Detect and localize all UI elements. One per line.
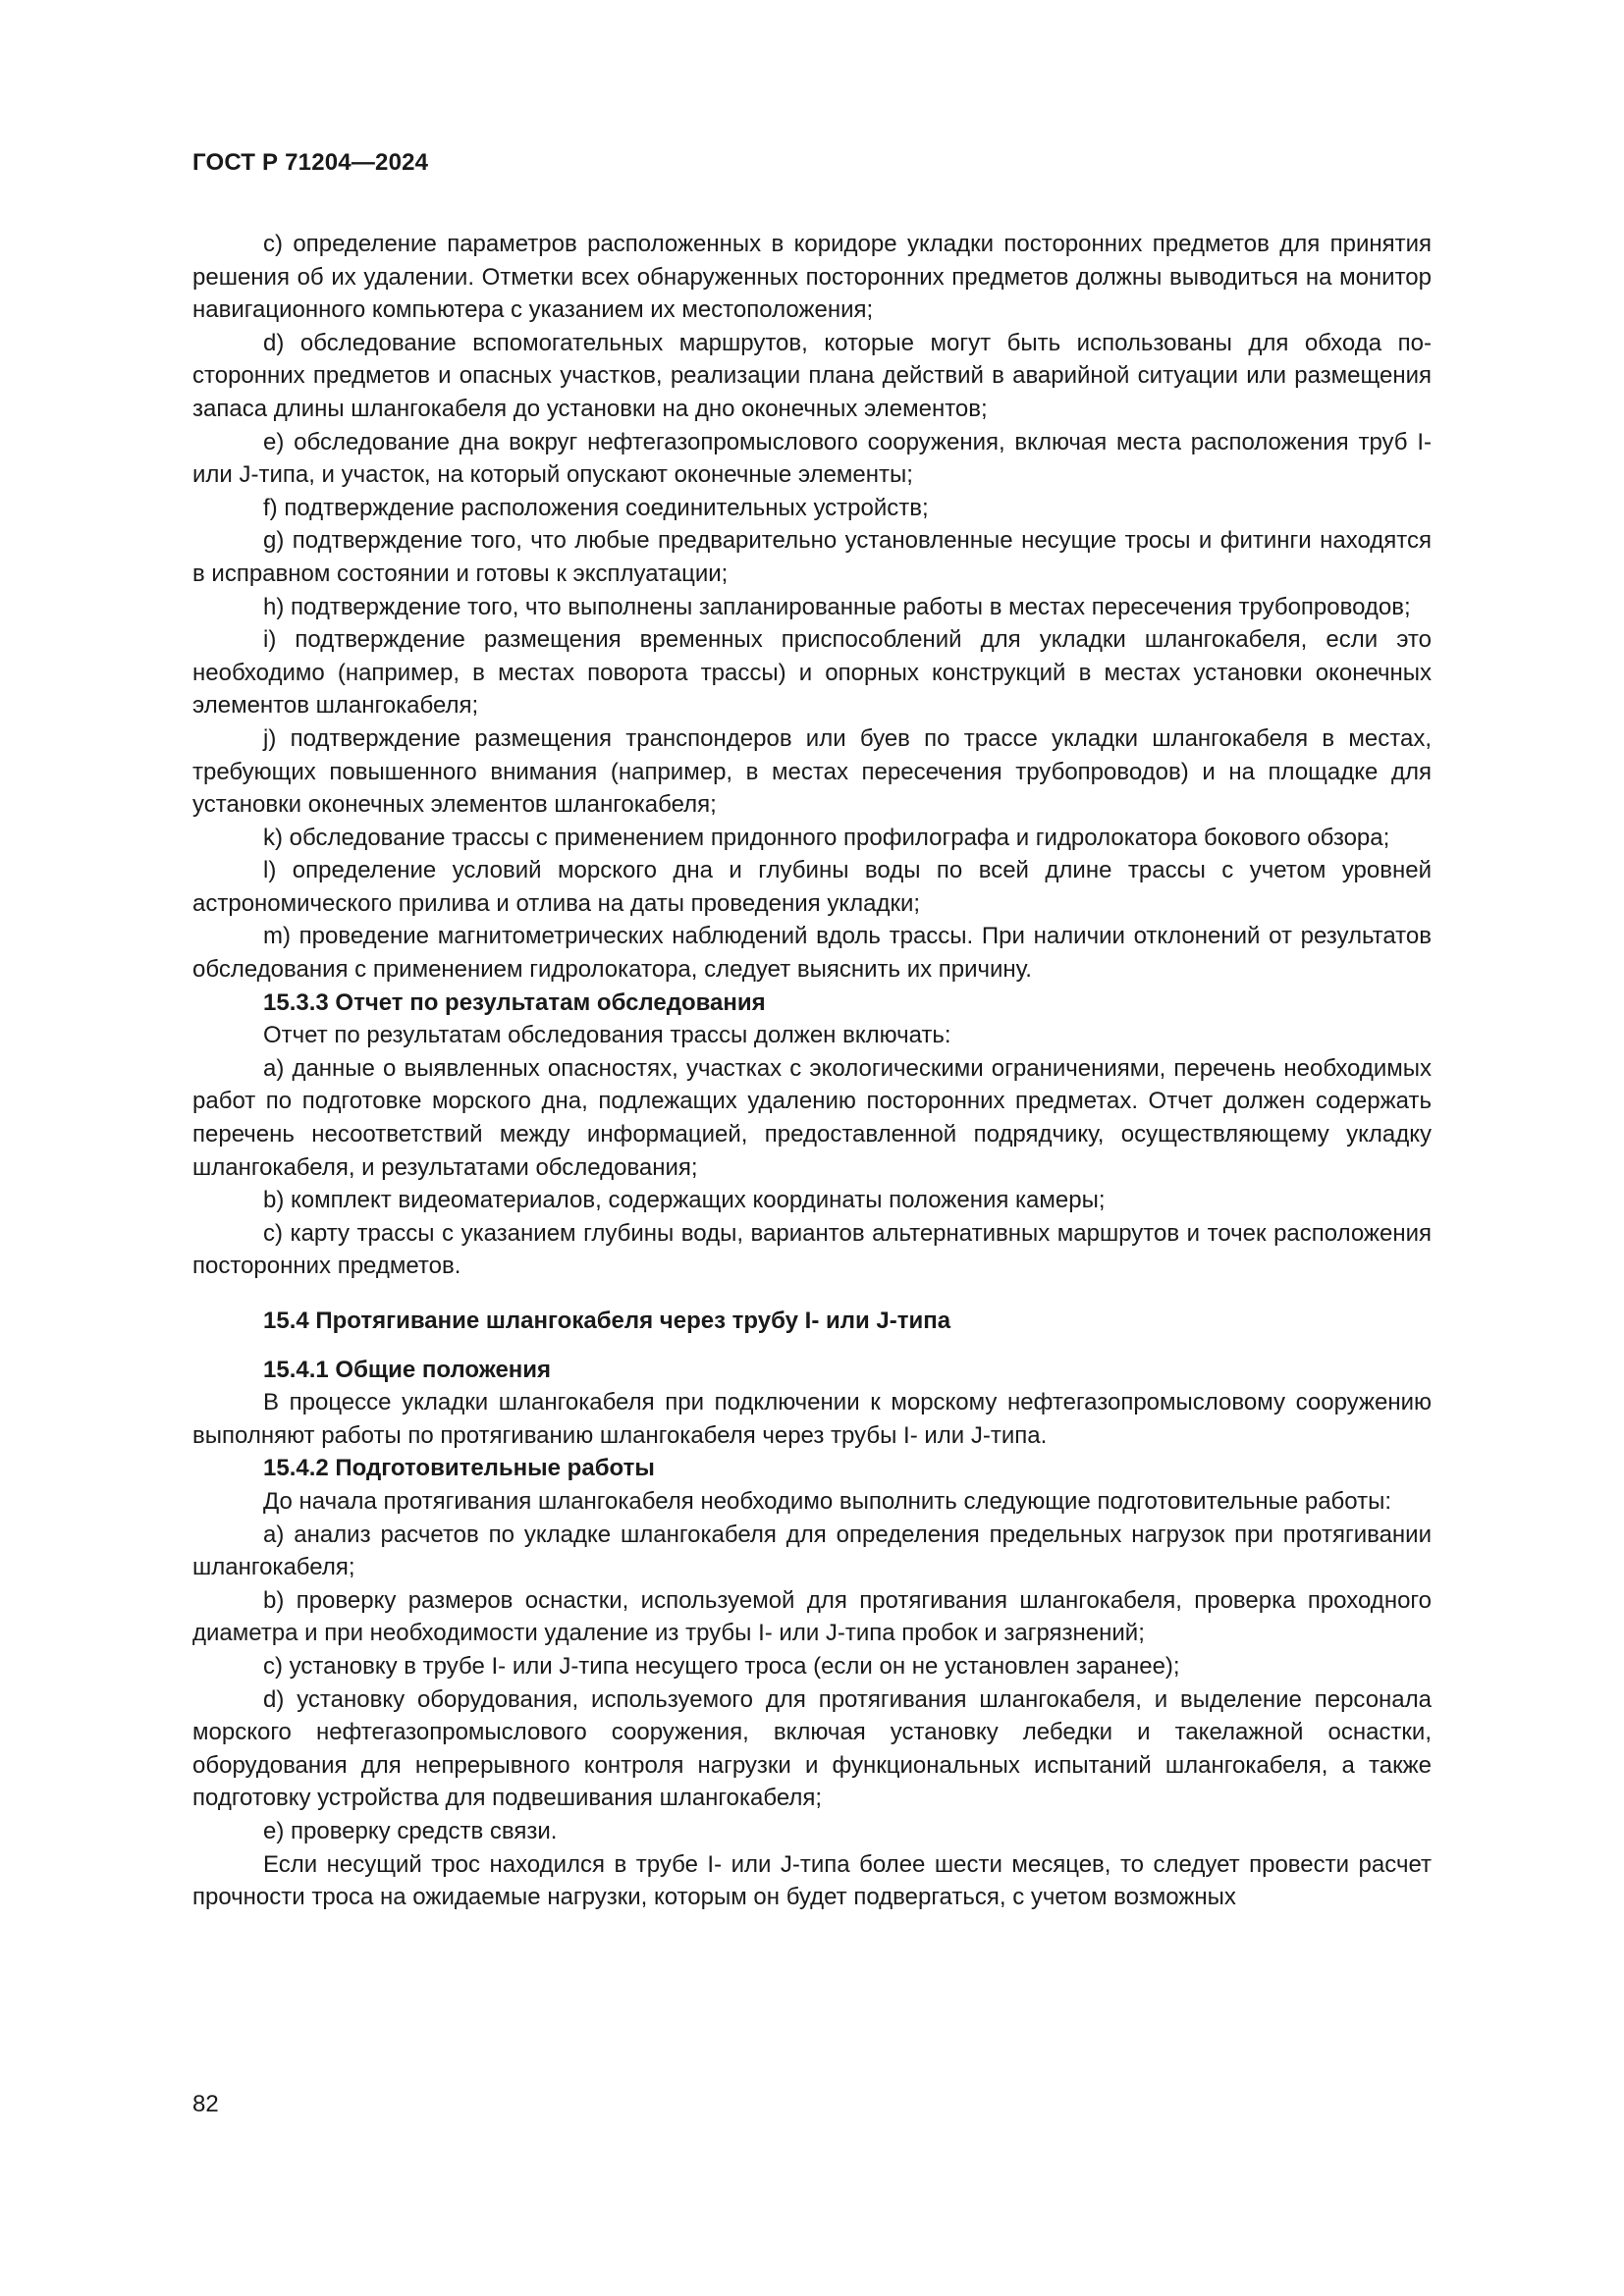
paragraph: Если несущий трос находился в трубе I- или J-типа более шести месяцев, то следует провести расчет прочности троса на ожидаемые нагрузки, которым он будет подвергаться, с учетом возможных bbox=[192, 1850, 1432, 1911]
section-heading-15-4-2: 15.4.2 Подготовительные работы bbox=[263, 1455, 655, 1482]
body-text bbox=[192, 228, 1432, 1914]
list-item-i: i) подтверждение размещения временных приспособлений для укладки шлангокабеля, если это необходимо (например, в местах поворота трассы) и опорных конструкций в местах установки оконечных элементов шлангокабеля; bbox=[192, 626, 1432, 720]
list-item-c: с) карту трассы с указанием глубины воды, вариантов альтернативных маршрутов и точек расположения посторонних предметов. bbox=[192, 1219, 1432, 1280]
list-item-j: j) подтверждение размещения транспондеров или буев по трассе укладки шлангокабеля в местах, требующих повышенного внимания (например, в местах пересечения трубопроводов) и на площадке для установки оконечных элементов шлангокабеля; bbox=[192, 724, 1432, 819]
list-item-b: b) комплект видеоматериалов, содержащих координаты положения камеры; bbox=[263, 1187, 1106, 1214]
section-heading-15-4-1: 15.4.1 Общие положения bbox=[263, 1356, 552, 1383]
list-item-e: е) проверку средств связи. bbox=[263, 1817, 558, 1844]
running-header: ГОСТ Р 71204—2024 bbox=[192, 149, 429, 176]
list-item-b: b) проверку размеров оснастки, используемой для протягивания шлангокабеля, проверка проходного диаметра и при необходимости удаление из трубы I- или J-типа пробок и загрязнений; bbox=[192, 1586, 1432, 1647]
list-item-e: е) обследование дна вокруг нефтегазопромыслового сооружения, включая места расположения труб I- или J-типа, и участок, на который опускают оконечные элементы; bbox=[192, 428, 1432, 489]
list-item-g: g) подтверждение того, что любые предварительно установленные несущие тросы и фитинги находятся в исправном состоянии и готовы к эксплуатации; bbox=[192, 527, 1432, 587]
list-item-a: а) данные о выявленных опасностях, участках с экологическими ограничениями, перечень необходимых работ по подготовке морского дна, подлежащих удалению посторонних предметах. Отчет должен содержать перечень несоответствий между информацией, предоставленной подрядчику, осуществляющему укладку шлангокабеля, и результатами обследования; bbox=[192, 1054, 1432, 1181]
section-heading-15-4: 15.4 Протягивание шлангокабеля через трубу I- или J-типа bbox=[263, 1308, 951, 1334]
list-item-d: d) установку оборудования, используемого для протягивания шлангокабеля, и выделение персонала морского нефтегазопромыслового сооружения, включая установку лебедки и такелажной оснастки, оборудования для непрерывного контроля нагрузки и функциональных испытаний шлангокабеля, а также подготовку устройства для подвешивания шлангокабеля; bbox=[192, 1685, 1432, 1812]
list-item-k: k) обследование трассы с применением придонного профилографа и гидролокатора бокового обзора; bbox=[263, 824, 1390, 851]
list-item-f: f) подтверждение расположения соединительных устройств; bbox=[263, 494, 929, 521]
list-item-h: h) подтверждение того, что выполнены запланированные работы в местах пересечения трубопроводов; bbox=[263, 593, 1411, 620]
paragraph: В процессе укладки шлангокабеля при подключении к морскому нефтегазопромысловому сооружению выполняют работы по протягиванию шлангокабеля через трубы I- или J-типа. bbox=[192, 1389, 1432, 1449]
list-item-l: l) определение условий морского дна и глубины воды по всей длине трассы с учетом уровней астрономического прилива и отлива на даты проведения укладки; bbox=[192, 857, 1432, 917]
paragraph: Отчет по результатам обследования трассы должен включать: bbox=[263, 1022, 951, 1049]
list-item-c: с) определение параметров расположенных в коридоре укладки посторонних предметов для принятия решения об их удалении. Отметки всех обнаруженных посторонних предметов должны выводиться на монитор навигационного компьютера с указанием их местоположения; bbox=[192, 231, 1432, 324]
section-heading-15-3-3: 15.3.3 Отчет по результатам обследования bbox=[263, 988, 766, 1016]
paragraph: До начала протягивания шлангокабеля необходимо выполнить следующие подготовительные работы: bbox=[263, 1487, 1392, 1515]
list-item-d: d) обследование вспомогательных маршрутов, которые могут быть использованы для обхода посторонних предметов и опасных участков, реализации плана действий в аварийной ситуации или размещения запаса длины шлангокабеля до установки на дно оконечных элементов; bbox=[192, 329, 1432, 422]
list-item-a: а) анализ расчетов по укладке шлангокабеля для определения предельных нагрузок при протягивании шлангокабеля; bbox=[192, 1521, 1432, 1581]
page-number: 82 bbox=[192, 2091, 219, 2117]
list-item-c: с) установку в трубе I- или J-типа несущего троса (если он не установлен заранее); bbox=[263, 1652, 1180, 1680]
list-item-m: m) проведение магнитометрических наблюдений вдоль трассы. При наличии отклонений от результатов обследования с применением гидролокатора, следует выяснить их причину. bbox=[192, 923, 1432, 984]
